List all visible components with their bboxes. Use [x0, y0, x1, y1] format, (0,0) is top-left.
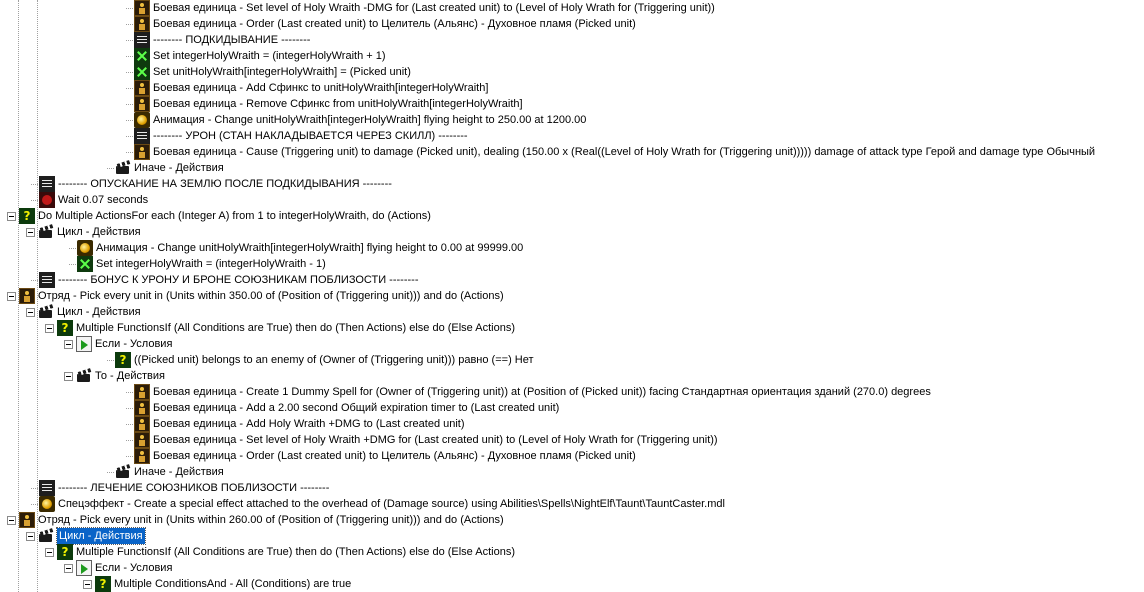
animation-icon [39, 496, 55, 512]
tree-branch-line [126, 440, 133, 441]
tree-row[interactable] [134, 64, 411, 80]
tree-item-label[interactable]: -------- ПОДКИДЫВАНИЕ -------- [153, 34, 311, 46]
set-variable-icon [134, 64, 150, 80]
unit-icon [134, 448, 150, 464]
comment-icon [134, 32, 150, 48]
tree-item-label[interactable]: Если - Условия [95, 562, 173, 574]
tree-item-label[interactable]: Set integerHolyWraith = (integerHolyWraith - 1) [96, 258, 326, 270]
actions-icon [38, 224, 54, 240]
tree-row[interactable] [134, 128, 468, 144]
collapse-icon[interactable] [64, 372, 73, 381]
tree-row[interactable] [134, 80, 488, 96]
tree-branch-line [69, 248, 76, 249]
tree-branch-line [126, 408, 133, 409]
collapse-icon[interactable] [45, 548, 54, 557]
tree-row[interactable] [134, 112, 586, 128]
tree-item-label[interactable]: Анимация - Change unitHolyWraith[integerHolyWraith] flying height to 0.00 at 99999.00 [96, 242, 524, 254]
tree-branch-line [107, 360, 114, 361]
tree-branch-line [126, 456, 133, 457]
tree-row[interactable] [26, 304, 141, 320]
tree-item-label[interactable]: Боевая единица - Create 1 Dummy Spell for (Owner of (Triggering unit)) at (Position of (Picked unit)) facing Стандартная ориентация зданий (270.0) degrees [153, 386, 931, 398]
animation-icon [134, 112, 150, 128]
tree-item-label[interactable]: Боевая единица - Add Holy Wraith +DMG to (Last created unit) [153, 418, 465, 430]
tree-branch-line [126, 8, 133, 9]
collapse-icon[interactable] [26, 228, 35, 237]
tree-row[interactable] [115, 352, 534, 368]
tree-branch-line [126, 392, 133, 393]
tree-row[interactable] [134, 432, 718, 448]
conditions-icon [76, 336, 92, 352]
tree-item-label[interactable]: Set integerHolyWraith = (integerHolyWraith + 1) [153, 50, 386, 62]
comment-icon [39, 480, 55, 496]
unit-icon [134, 0, 150, 16]
actions-icon [115, 160, 131, 176]
tree-row[interactable] [45, 544, 515, 560]
tree-item-label[interactable]: Отряд - Pick every unit in (Units within 350.00 of (Position of (Triggering unit))) and do (Actions) [38, 290, 504, 302]
tree-item-label[interactable]: Wait 0.07 seconds [58, 194, 149, 206]
comment-icon [39, 176, 55, 192]
collapse-icon[interactable] [7, 212, 16, 221]
tree-row[interactable] [64, 368, 165, 384]
question-icon [95, 576, 111, 592]
tree-branch-line [126, 40, 133, 41]
unit-icon [134, 432, 150, 448]
tree-row[interactable] [39, 176, 392, 192]
question-icon [57, 544, 73, 560]
tree-branch-line [126, 152, 133, 153]
tree-row[interactable] [134, 48, 386, 64]
tree-item-label[interactable]: То - Действия [95, 370, 165, 382]
tree-row[interactable] [134, 0, 715, 16]
tree-row[interactable] [134, 384, 931, 400]
tree-branch-line [69, 264, 76, 265]
tree-row[interactable] [26, 528, 145, 544]
tree-branch-line [126, 120, 133, 121]
collapse-icon[interactable] [7, 292, 16, 301]
unit-icon [134, 96, 150, 112]
tree-row[interactable] [39, 496, 725, 512]
comment-icon [39, 272, 55, 288]
tree-item-label[interactable]: Multiple FunctionsIf (All Conditions are True) then do (Then Actions) else do (Else Actions) [76, 322, 515, 334]
tree-row[interactable] [26, 224, 141, 240]
question-icon [115, 352, 131, 368]
tree-item-label[interactable]: Если - Условия [95, 338, 173, 350]
tree-item-label[interactable]: Боевая единица - Order (Last created unit) to Целитель (Альянс) - Духовное пламя (Picked unit) [153, 450, 636, 462]
tree-item-label[interactable]: Multiple FunctionsIf (All Conditions are True) then do (Then Actions) else do (Else Actions) [76, 546, 515, 558]
tree-row[interactable] [39, 272, 418, 288]
tree-item-label[interactable]: Multiple ConditionsAnd - All (Conditions) are true [114, 578, 352, 590]
tree-item-label[interactable]: Боевая единица - Cause (Triggering unit) to damage (Picked unit), dealing (150.00 x (Real((Level of Holy Wrath for (Triggering unit))))) damage of attack type Герой and damage type Обычный [153, 146, 1096, 158]
tree-item-label[interactable]: Цикл - Действия [57, 226, 141, 238]
tree-item-label[interactable]: Do Multiple ActionsFor each (Integer A) from 1 to integerHolyWraith, do (Actions) [38, 210, 431, 222]
tree-item-label[interactable]: Боевая единица - Order (Last created unit) to Целитель (Альянс) - Духовное пламя (Picked unit) [153, 18, 636, 30]
collapse-icon[interactable] [45, 324, 54, 333]
collapse-icon[interactable] [83, 580, 92, 589]
tree-row[interactable] [83, 576, 351, 592]
tree-row[interactable] [134, 144, 1095, 160]
tree-branch-line [126, 88, 133, 89]
tree-item-label[interactable]: Боевая единица - Remove Сфинкс from unitHolyWraith[integerHolyWraith] [153, 98, 523, 110]
tree-row[interactable] [64, 560, 172, 576]
unit-icon [19, 512, 35, 528]
conditions-icon [76, 560, 92, 576]
tree-branch-line [107, 168, 114, 169]
unit-icon [134, 400, 150, 416]
tree-item-label[interactable]: Анимация - Change unitHolyWraith[integerHolyWraith] flying height to 250.00 at 1200.00 [153, 114, 587, 126]
unit-icon [134, 16, 150, 32]
tree-item-label[interactable]: Иначе - Действия [134, 466, 224, 478]
question-icon [19, 208, 35, 224]
tree-branch-line [31, 184, 38, 185]
collapse-icon[interactable] [64, 340, 73, 349]
tree-branch-line [31, 504, 38, 505]
tree-row[interactable] [134, 400, 559, 416]
tree-branch-line [126, 24, 133, 25]
tree-row[interactable] [134, 96, 523, 112]
question-icon [57, 320, 73, 336]
tree-row[interactable] [77, 256, 326, 272]
tree-row[interactable] [39, 480, 329, 496]
collapse-icon[interactable] [7, 516, 16, 525]
tree-item-label[interactable]: Боевая единица - Add Сфинкс to unitHolyWraith[integerHolyWraith] [153, 82, 489, 94]
unit-icon [134, 384, 150, 400]
tree-row[interactable] [7, 512, 504, 528]
comment-icon [134, 128, 150, 144]
tree-row[interactable] [134, 448, 636, 464]
actions-icon [38, 528, 54, 544]
tree-row[interactable] [115, 160, 224, 176]
tree-item-label[interactable]: ((Picked unit) belongs to an enemy of (Owner of (Triggering unit))) равно (==) Нет [134, 354, 534, 366]
unit-icon [19, 288, 35, 304]
tree-row[interactable] [45, 320, 515, 336]
tree-branch-line [126, 72, 133, 73]
unit-icon [134, 416, 150, 432]
tree-item-label[interactable]: Боевая единица - Set level of Holy Wraith +DMG for (Last created unit) to (Level of Holy Wrath for (Triggering unit)) [153, 434, 718, 446]
tree-branch-line [126, 424, 133, 425]
tree-item-label[interactable]: -------- ЛЕЧЕНИЕ СОЮЗНИКОВ ПОБЛИЗОСТИ -------- [58, 482, 330, 494]
selected-tree-item-label[interactable]: Цикл - Действия [59, 530, 143, 542]
wait-icon [39, 192, 55, 208]
tree-item-label[interactable]: -------- ОПУСКАНИЕ НА ЗЕМЛЮ ПОСЛЕ ПОДКИДЫВАНИЯ -------- [58, 178, 392, 190]
tree-row[interactable] [134, 16, 636, 32]
tree-item-label[interactable]: Цикл - Действия [57, 306, 141, 318]
tree-row[interactable] [77, 240, 523, 256]
tree-branch-line [126, 104, 133, 105]
tree-row[interactable] [134, 416, 465, 432]
actions-icon [38, 304, 54, 320]
tree-row[interactable] [115, 464, 224, 480]
tree-item-label[interactable]: Боевая единица - Set level of Holy Wraith -DMG for (Last created unit) to (Level of Holy Wrath for (Triggering unit)) [153, 2, 715, 14]
collapse-icon[interactable] [26, 308, 35, 317]
tree-item-label[interactable]: -------- БОНУС К УРОНУ И БРОНЕ СОЮЗНИКАМ ПОБЛИЗОСТИ -------- [58, 274, 419, 286]
collapse-icon[interactable] [64, 564, 73, 573]
tree-item-label[interactable]: Иначе - Действия [134, 162, 224, 174]
tree-branch-line [126, 56, 133, 57]
collapse-icon[interactable] [26, 532, 35, 541]
tree-branch-line [107, 472, 114, 473]
unit-icon [134, 80, 150, 96]
set-variable-icon [77, 256, 93, 272]
tree-branch-line [126, 136, 133, 137]
animation-icon [77, 240, 93, 256]
tree-item-label[interactable]: Отряд - Pick every unit in (Units within 260.00 of (Position of (Triggering unit))) and do (Actions) [38, 514, 504, 526]
tree-branch-line [31, 488, 38, 489]
tree-branch-line [31, 280, 38, 281]
actions-icon [76, 368, 92, 384]
tree-row[interactable] [7, 288, 504, 304]
unit-icon [134, 144, 150, 160]
tree-branch-line [31, 200, 38, 201]
tree-row[interactable] [7, 208, 431, 224]
tree-item-label[interactable]: Set unitHolyWraith[integerHolyWraith] = (Picked unit) [153, 66, 411, 78]
tree-item-label[interactable]: -------- УРОН (СТАН НАКЛАДЫВАЕТСЯ ЧЕРЕЗ СКИЛЛ) -------- [153, 130, 468, 142]
set-variable-icon [134, 48, 150, 64]
actions-icon [115, 464, 131, 480]
tree-item-label[interactable]: Спецэффект - Create a special effect attached to the overhead of (Damage source) using Abilities\Spells\NightElf\Taunt\TauntCaster.mdl [58, 498, 725, 510]
tree-row[interactable] [134, 32, 310, 48]
tree-row[interactable] [39, 192, 148, 208]
tree-item-label[interactable]: Боевая единица - Add a 2.00 second Общий expiration timer to (Last created unit) [153, 402, 560, 414]
tree-row[interactable] [64, 336, 172, 352]
